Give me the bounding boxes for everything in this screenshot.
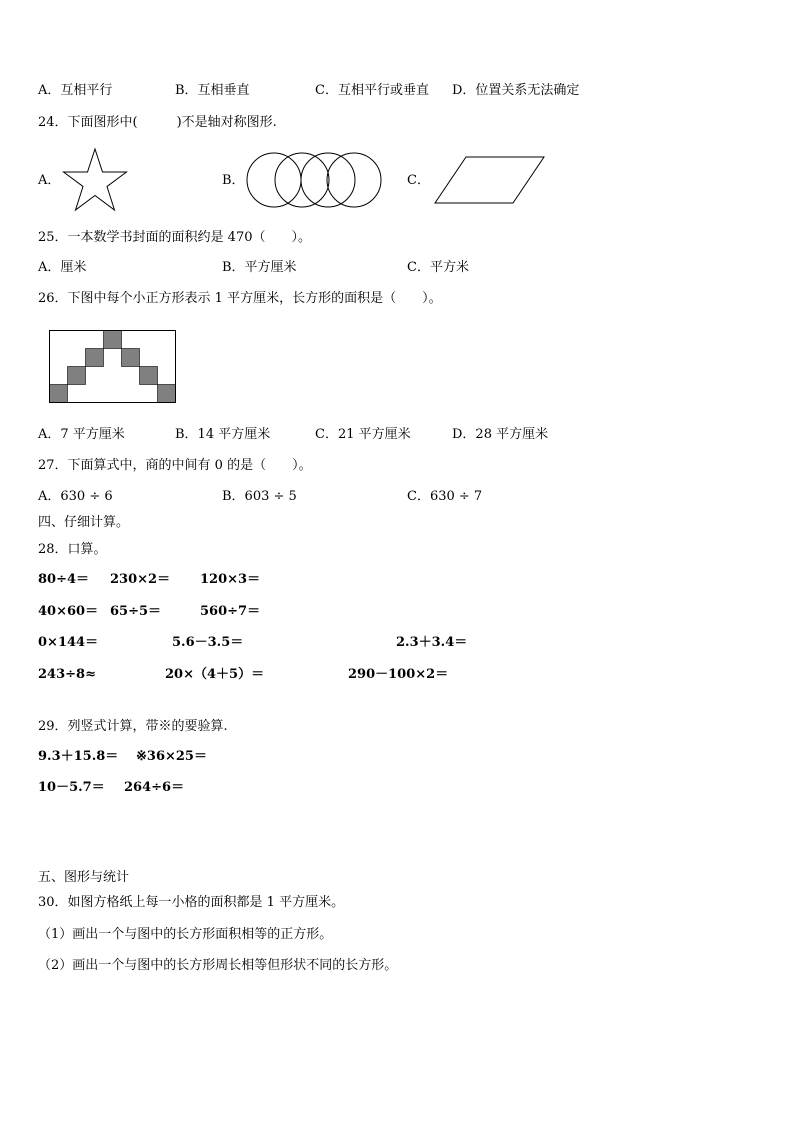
staircase-grid-figure [49, 330, 177, 405]
parallelogram-icon [434, 156, 546, 204]
q29-item: ※36×25＝ [136, 749, 207, 764]
shaded-grid-cell [158, 385, 176, 403]
shaded-grid-cell [86, 349, 104, 367]
q25-option-a[interactable]: A．厘米 [38, 260, 87, 275]
q30-sub-2: （2）画出一个与图中的长方形周长相等但形状不同的长方形。 [38, 958, 398, 973]
q28-item: 5.6－3.5＝ [172, 635, 244, 650]
q29-item: 264÷6＝ [124, 780, 185, 795]
q23-option-c[interactable]: C．互相平行或垂直 [315, 83, 429, 98]
q24-stem: 24．下面图形中( )不是轴对称图形. [38, 115, 277, 130]
q26-option-c[interactable]: C．21 平方厘米 [315, 427, 411, 442]
q27-option-c[interactable]: C．630 ÷ 7 [407, 489, 483, 504]
q28-item: 40×60＝ [38, 604, 99, 619]
q25-stem: 25．一本数学书封面的面积约是 470（ ）。 [38, 230, 311, 245]
q28-item: 65÷5＝ [110, 604, 162, 619]
q25-option-c[interactable]: C．平方米 [407, 260, 469, 275]
q28-item: 243÷8≈ [38, 667, 96, 682]
shaded-grid-cell [68, 367, 86, 385]
q28-item: 560÷7＝ [200, 604, 261, 619]
q24-option-b-label[interactable]: B． [222, 173, 245, 188]
q28-stem: 28．口算。 [38, 542, 107, 557]
q26-option-b[interactable]: B．14 平方厘米 [175, 427, 271, 442]
shaded-grid-cell [122, 349, 140, 367]
q26-option-a[interactable]: A．7 平方厘米 [38, 427, 125, 442]
q28-item: 230×2＝ [110, 572, 171, 587]
section-4-title: 四、仔细计算。 [38, 515, 130, 530]
q27-option-b[interactable]: B．603 ÷ 5 [222, 489, 297, 504]
q24-option-a-label[interactable]: A． [38, 173, 61, 188]
q26-stem: 26．下图中每个小正方形表示 1 平方厘米，长方形的面积是（ ）。 [38, 291, 442, 306]
q23-option-b[interactable]: B．互相垂直 [175, 83, 250, 98]
star-icon [62, 148, 128, 212]
q29-item: 9.3＋15.8＝ [38, 749, 119, 764]
q28-item: 2.3＋3.4＝ [396, 635, 468, 650]
q28-item: 20×（4＋5）＝ [165, 667, 265, 682]
q28-item: 290－100×2＝ [348, 667, 449, 682]
q28-item: 0×144＝ [38, 635, 99, 650]
q28-item: 80÷4＝ [38, 572, 90, 587]
q29-item: 10－5.7＝ [38, 780, 105, 795]
q23-option-d[interactable]: D．位置关系无法确定 [452, 83, 580, 98]
shaded-grid-cell [50, 385, 68, 403]
q23-option-a[interactable]: A．互相平行 [38, 83, 113, 98]
q27-stem: 27．下面算式中，商的中间有 0 的是（ ）。 [38, 458, 312, 473]
q26-option-d[interactable]: D．28 平方厘米 [452, 427, 549, 442]
q28-item: 120×3＝ [200, 572, 261, 587]
four-rings-icon [244, 151, 384, 209]
q24-option-c-label[interactable]: C． [407, 173, 430, 188]
q29-stem: 29．列竖式计算，带※的要验算. [38, 719, 228, 734]
q30-sub-1: （1）画出一个与图中的长方形面积相等的正方形。 [38, 927, 333, 942]
shaded-grid-cell [140, 367, 158, 385]
shaded-grid-cell [104, 331, 122, 349]
q25-option-b[interactable]: B．平方厘米 [222, 260, 297, 275]
section-5-title: 五、图形与统计 [38, 870, 130, 885]
q27-option-a[interactable]: A．630 ÷ 6 [38, 489, 113, 504]
q30-stem: 30．如图方格纸上每一小格的面积都是 1 平方厘米。 [38, 895, 345, 910]
